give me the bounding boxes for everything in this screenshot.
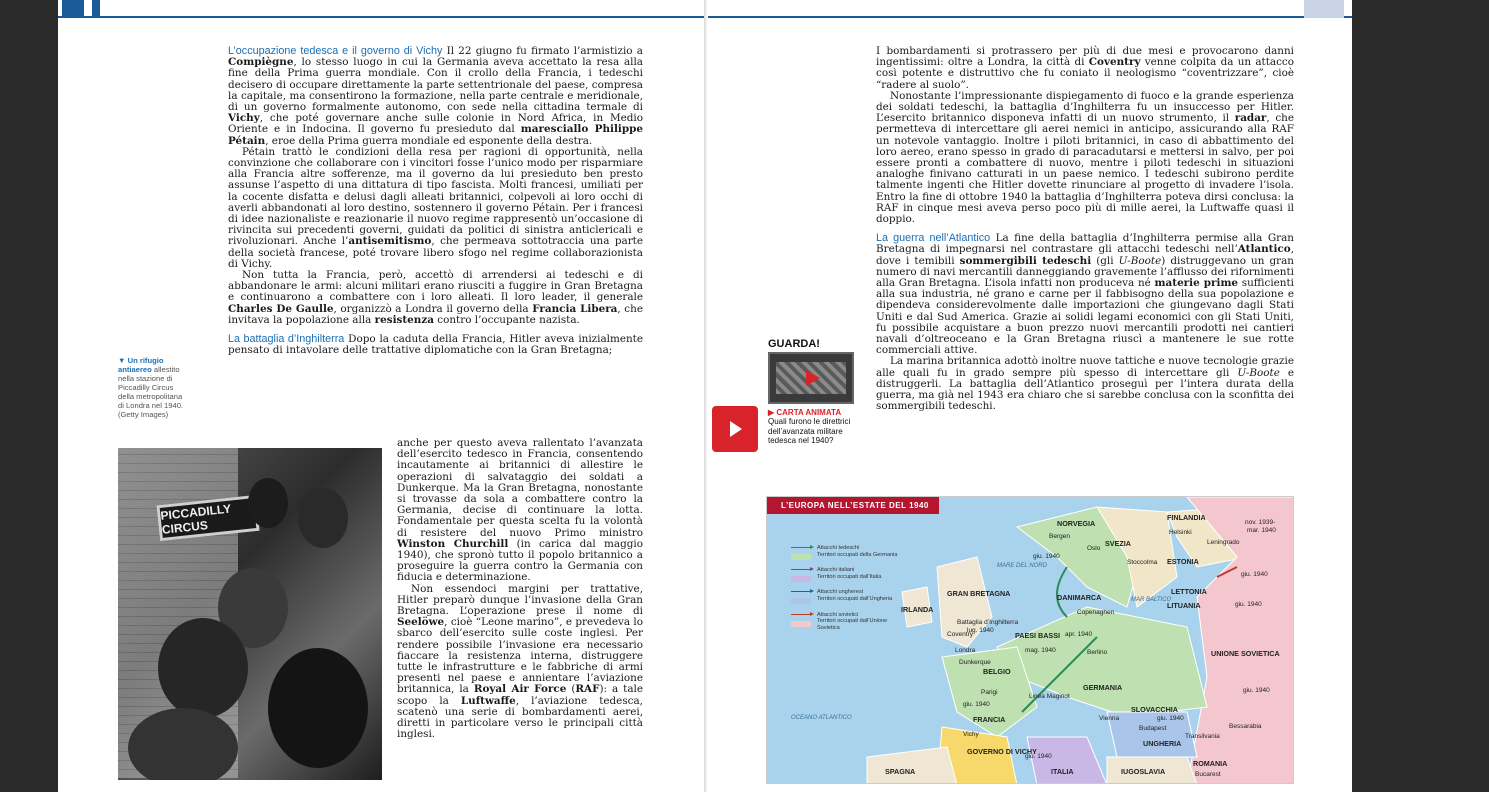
- map-label: giu. 1940: [1241, 571, 1268, 578]
- guarda-title: GUARDA!: [768, 338, 820, 350]
- paragraph-resistenza: Non tutta la Francia, però, accettò di arrendersi ai tedeschi e di abbandonare le armi: alcuni militari erano riusciti a fuggire in Gran Bretagna e continuarono a combattere con i loro alleati. Il loro leader, il generale Charles De Gaulle, organizzò a Londra il governo della Francia Libera, che invitava la popolazione alla resistenza contro l’occupante nazista.: [228, 269, 643, 326]
- map-label: LITUANIA: [1167, 601, 1201, 610]
- paragraph-atlantico: La guerra nell’Atlantico La fine della battaglia d’Inghilterra permise alla Gran Bretagna di impegnarsi nel contrastare gli attacchi tedeschi nell’Atlantico, dove i temibili sommergibili tedeschi (gli U-Boote) distruggevano un gran numero di navi mercantili danneggiando gravemente l’afflusso dei rifornimenti alla Gran Bretagna. L’isola infatti non produceva né materie prime sufficienti alla sua industria, né grano e carne per il fabbisogno della sua popolazione e dipendeva considerevolmente dalle importazioni che giungevano dagli Stati Uniti e dal Sud America. Grazie ai solidi legami economici con gli Stati Uniti, fu possibile acquistare a buon prezzo nuovi mercantili prodotti nei cantieri navali d’oltreoceano e la Gran Bretagna riuscì a mantenere le sue rotte commerciali attive.: [876, 232, 1294, 357]
- map-label: nov. 1939-: [1245, 519, 1276, 526]
- right-text-column: [876, 46, 1294, 413]
- map-label: DANIMARCA: [1057, 593, 1102, 602]
- map-label: Berlino: [1087, 649, 1108, 656]
- left-text-column: [228, 46, 643, 356]
- paragraph-radar: Nonostante l’impressionante dispiegamento di fuoco e la grande esperienza dei soldati tedeschi, la battaglia d’Inghilterra fu un insuccesso per Hitler. L’esercito britannico disponeva infatti di un nuovo strumento, il radar, che permetteva di intercettare gli aerei nemici in anticipo, assicurando alla RAF un notevole vantaggio. Inoltre i piloti britannici, in caso di abbattimento del loro aereo, erano spesso in grado di paracadutarsi e mettersi in salvo, per poi essere pronti a combattere di nuovo, mentre i piloti tedeschi in situazioni analoghe finivano catturati in un paese nemico. I tedeschi subirono perdite talmente ingenti che Hitler dovette rinunciare al progetto di invadere l’isola. Entro la fine di ottobre 1940 la battaglia d’Inghilterra poteva dirsi conclusa: la RAF in cinque mesi aveva perso poco più di mille aerei, la Luftwaffe quasi il doppio.: [876, 89, 1294, 226]
- map-label: OCEANO ATLANTICO: [791, 715, 852, 721]
- map-label: UNGHERIA: [1143, 739, 1182, 748]
- left-text-column-narrow: [397, 438, 643, 740]
- carta-animata-tag: ▶ CARTA ANIMATA: [768, 408, 858, 417]
- map-label: MARE DEL NORD: [997, 563, 1047, 569]
- map-label: FINLANDIA: [1167, 513, 1206, 522]
- map-label: PAESI BASSI: [1015, 631, 1060, 640]
- map-label: Coventry: [947, 631, 974, 638]
- map-label: giu. 1940: [963, 701, 990, 708]
- map-label: NORVEGIA: [1057, 519, 1096, 528]
- right-top-strip: [708, 0, 1352, 18]
- left-top-strip: [58, 0, 704, 18]
- play-icon: [730, 421, 742, 437]
- map-label: giu. 1940: [1025, 753, 1052, 760]
- map-label: Transilvania: [1185, 733, 1220, 740]
- spain-area: [867, 747, 957, 784]
- book-gutter: [704, 0, 707, 792]
- map-label: ROMANIA: [1193, 759, 1228, 768]
- paragraph-coventry: I bombardamenti si protrassero per più di due mesi e provocarono danni ingentissimi: oltre a Londra, la città di Coventry venne colpita da un attacco così potente e distruttivo che fu coniato il neologismo “coventrizzare”, cioè “radere al suolo”.: [876, 45, 1294, 91]
- map-label: FRANCIA: [973, 715, 1006, 724]
- map-label: Leningrado: [1207, 539, 1240, 546]
- map-label: Battaglia d’Inghilterra: [957, 619, 1019, 626]
- map-label: MAR BALTICO: [1131, 597, 1172, 603]
- guarda-box: [768, 338, 820, 350]
- map-label: Bergen: [1049, 533, 1070, 540]
- piccadilly-shelter-photo: [118, 448, 382, 780]
- paragraph-petain: Pétain trattò le condizioni della resa per ragioni di opportunità, nella convinzione che collaborare con i vincitori fosse l’unico modo per risparmiare alla Francia altre sofferenze, ma il governo da lui presieduto ben presto assunse l’aspetto di una dittatura di tipo fascista. Molti francesi, umiliati per la cocente disfatta e delusi dagli alleati britannici, colpevoli ai loro occhi di averli abbandonati al loro destino, sostennero il governo Pétain. Per i francesi di idee nazionaliste e reazionarie il nuovo regime rappresentò un’occasione di rivincita sui precedenti governi, guidati da politici di sinistra anticlericali e rivoluzionari. Anche l’antisemitismo, che permeava sottotraccia una parte della società francese, poté trovare libero sfogo nel regime collaborazionista di Vichy.: [228, 145, 643, 270]
- map-label: Vichy: [963, 731, 979, 738]
- paragraph-seelowe: Non essendoci margini per trattative, Hitler preparò dunque l’invasione della Gran Bretagna. L’operazione prese il nome di Seelöwe, cioè “Leone marino”, e prevedeva lo sbarco dell’esercito sulle coste inglesi. Per rendere possibile l’invasione era necessario fiaccare la resistenza interna, distruggere tutte le infrastrutture e le fabbriche di armi presenti nel paese e annientare l’aviazione britannica, la Royal Air Force (RAF): a tale scopo la Luftwaffe, l’aviazione tedesca, scatenò una serie di bombardamenti aerei, diretti in particolare verso le principali città inglesi.: [397, 582, 644, 741]
- legend-hungarian: Attacchi ungheresi Territori occupati dall’Ungheria: [791, 589, 901, 602]
- map-label: Vienna: [1099, 715, 1120, 722]
- map-label: GOVERNO DI VICHY: [967, 747, 1037, 756]
- map-label: apr. 1940: [1065, 631, 1093, 638]
- legend-soviet: Attacchi sovietici Territori occupati dall’Unione Sovietica: [791, 612, 901, 632]
- map-label: giu. 1940: [1157, 715, 1184, 722]
- map-label: Bucarest: [1195, 771, 1221, 778]
- map-label: BELGIO: [983, 667, 1011, 676]
- map-label: GRAN BRETAGNA: [947, 589, 1011, 598]
- legend-german: Attacchi tedeschi Territori occupati della Germania: [791, 545, 901, 558]
- map-title: L’EUROPA NELL’ESTATE DEL 1940: [767, 497, 939, 514]
- map-label: lug. 1940: [967, 627, 994, 634]
- map-label: LETTONIA: [1171, 587, 1207, 596]
- legend-italian: Attacchi italiani Territori occupati dall’Italia: [791, 567, 901, 580]
- section-heading-battaglia: La battaglia d’Inghilterra: [228, 333, 345, 346]
- map-label: Stoccolma: [1127, 559, 1158, 566]
- german-attack-arrow-north: [1057, 567, 1067, 617]
- map-label: Oslo: [1087, 545, 1101, 552]
- play-icon: [806, 370, 820, 386]
- map-label: Bessarabia: [1229, 723, 1262, 730]
- map-legend: [791, 545, 901, 640]
- map-label: Linea Maginot: [1029, 693, 1070, 700]
- map-label: Parigi: [981, 689, 998, 696]
- map-label: ITALIA: [1051, 767, 1074, 776]
- map-label: SPAGNA: [885, 767, 916, 776]
- map-label: giu. 1940: [1235, 601, 1262, 608]
- map-label: mag. 1940: [1025, 647, 1056, 654]
- map-label: IUGOSLAVIA: [1121, 767, 1166, 776]
- map-label: Budapest: [1139, 725, 1167, 732]
- section-heading-vichy: L’occupazione tedesca e il governo di Vichy: [228, 45, 443, 57]
- map-label: SLOVACCHIA: [1131, 705, 1178, 714]
- map-label: giu. 1940: [1243, 687, 1270, 694]
- paragraph-vichy: L’occupazione tedesca e il governo di Vichy Il 22 giugno fu firmato l’armistizio a Compiègne, lo stesso luogo in cui la Germania aveva accettato la resa alla fine della Prima guerra mondiale. Con il crollo della Francia, i tedeschi decisero di occupare direttamente la parte settentrionale del paese, compresa la capitale, ma consentirono la formazione, nella parte centrale e meridionale, di un governo formalmente autonomo, con sede nella cittadina termale di Vichy, che poté governare anche sulle colonie in Nord Africa, in Medio Oriente e in Indocina. Il governo fu presieduto dal maresciallo Philippe Pétain, eroe della Prima guerra mondiale ed esponente della destra.: [228, 45, 643, 147]
- play-video-button[interactable]: [712, 406, 758, 452]
- map-label: SVEZIA: [1105, 539, 1131, 548]
- video-thumbnail[interactable]: [768, 352, 854, 404]
- map-label: Dunkerque: [959, 659, 991, 666]
- map-label: GERMANIA: [1083, 683, 1123, 692]
- italy-area: [1027, 737, 1107, 784]
- map-label: Helsinki: [1169, 529, 1192, 536]
- map-label: Londra: [955, 647, 976, 654]
- map-label: ESTONIA: [1167, 557, 1199, 566]
- map-label: giu. 1940: [1033, 553, 1060, 560]
- map-label: Copenaghen: [1077, 609, 1115, 616]
- photo-caption: ▼ Un rifugio antiaereo allestito nella stazione di Piccadilly Circus della metropolitana di Londra nel 1940. (Getty Images): [118, 356, 184, 419]
- paragraph-marina: La marina britannica adottò inoltre nuove tattiche e nuove tecnologie grazie alle quali fu in grado sempre più spesso di intercettare gli U-Boote e distruggerli. La battaglia dell’Atlantico proseguì per l’intera durata della guerra, ma già nel 1943 era chiaro che si sarebbe conclusa con la sconfitta dei sommergibili tedeschi.: [876, 355, 1295, 413]
- map-label: mar. 1940: [1247, 527, 1276, 534]
- paragraph-battaglia-intro: La battaglia d’Inghilterra Dopo la caduta della Francia, Hitler aveva inizialmente pensato di intavolare delle trattative diplomatiche con la Gran Bretagna;: [228, 333, 643, 357]
- carta-animata-link[interactable]: [768, 408, 858, 446]
- paragraph-battaglia: anche per questo aveva rallentato l’avanzata dell’esercito tedesco in Francia, consentendo incautamente ai britannici di allestire le operazioni di salvataggio dei soldati a Dunkerque. Ma la Gran Bretagna, nonostante si trovasse da sola a combattere contro la Germania, decise di continuare la lotta. Fondamentale per questa scelta fu la volontà di resistere del nuovo Primo ministro Winston Churchill (in carica dal maggio 1940), che spronò tutto il popolo britannico a proseguire la guerra contro la Germania con fiducia e determinazione.: [397, 437, 643, 584]
- photo-sign: PICCADILLY CIRCUS: [156, 495, 259, 541]
- carta-animata-question: Quali furono le direttrici dell’avanzata militare tedesca nel 1940?: [768, 417, 851, 446]
- map-label: UNIONE SOVIETICA: [1211, 649, 1280, 658]
- europe-1940-map: [766, 496, 1294, 784]
- map-label: IRLANDA: [901, 605, 934, 614]
- section-heading-atlantico: La guerra nell’Atlantico: [876, 232, 991, 245]
